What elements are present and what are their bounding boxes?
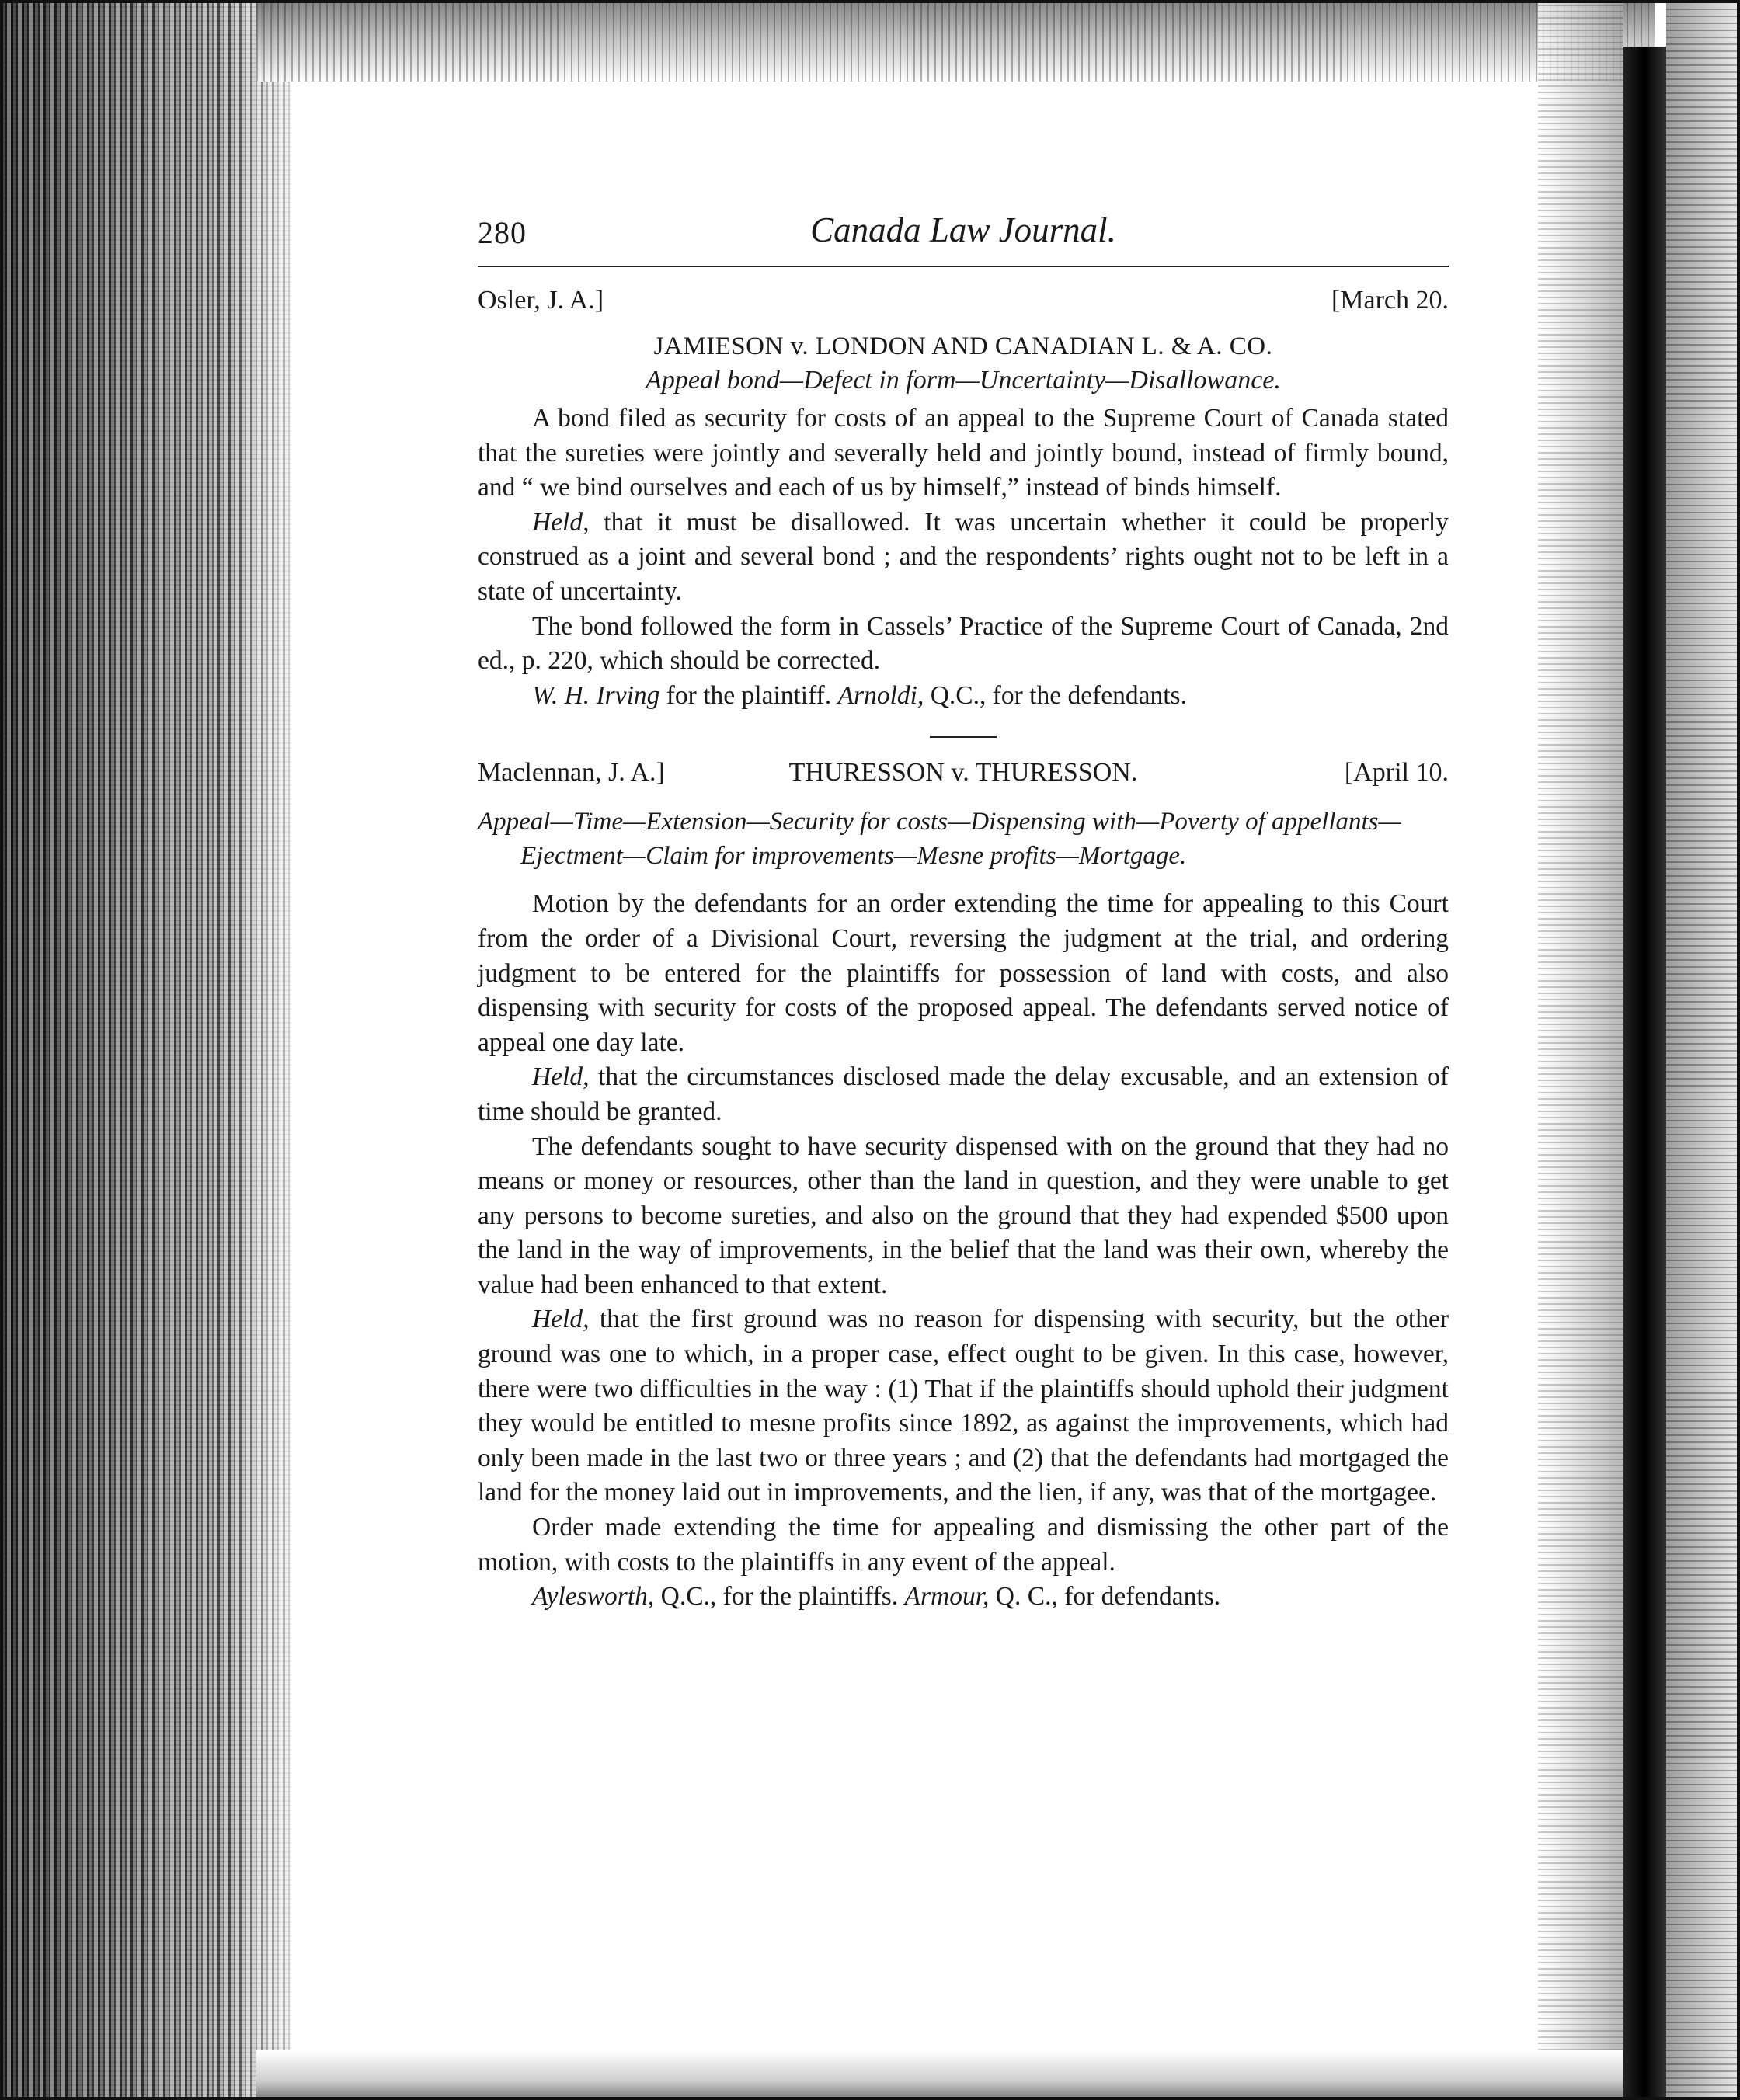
- counsel-role: for the plaintiff.: [659, 680, 838, 710]
- holding-text: that the first ground was no reason for dispensing with security, but the other ground was one to which, in a proper case, effect ought to be given. In this case, however, there were two difficulties in the way : (1) That if the plaintiffs should uphold their judgment they would be entitled to mesne profits since 1892, as against the improvements, which had only been made in the last two or three years ; and (2) that the defendants had mortgaged the land for the money laid out in improvements, and the lien, if any, was that of the mortgagee.: [478, 1305, 1449, 1507]
- page-number: 280: [478, 215, 527, 250]
- counsel-role: Q.C., for the defendants.: [924, 680, 1187, 710]
- scan-far-right-edge: [1666, 0, 1740, 2100]
- scan-left-edge-fade: [233, 0, 318, 2100]
- case-paragraph: The bond followed the form in Cassels’ Practice of the Supreme Court of Canada, 2nd ed., p. 220, which should be corrected.: [478, 611, 1449, 676]
- holding-text: that the circumstances disclosed made the delay excusable, and an extension of time should be granted.: [478, 1062, 1449, 1126]
- scan-bottom-edge: [256, 2050, 1623, 2100]
- scan-top-edge: [256, 0, 1655, 82]
- case-heading-row: [478, 286, 1449, 329]
- judge-name: Osler, J. A.]: [478, 286, 604, 315]
- case-title: JAMIESON v. LONDON AND CANADIAN L. & A. CO.: [653, 332, 1273, 360]
- case-counsel: [478, 1580, 1449, 1615]
- running-header: [478, 203, 1449, 264]
- journal-page: [478, 203, 1449, 1615]
- case-headnote: Appeal bond—Defect in form—Uncertainty—Disallowance.: [646, 366, 1281, 395]
- scan-right-edge: [1538, 0, 1623, 2100]
- judge-name: Maclennan, J. A.]: [478, 758, 665, 788]
- case-paragraph: Order made extending the time for appealing and dismissing the other part of the motion, with costs to the plaintiffs in any event of the appeal.: [478, 1513, 1449, 1577]
- counsel-name: W. H. Irving: [532, 680, 660, 710]
- held-label: Held,: [532, 507, 590, 537]
- holding-text: that it must be disallowed. It was uncertain whether it could be properly construed as a joint and several bond ; and the respondents’ rights ought not to be left in a state of uncertainty.: [478, 507, 1449, 606]
- case-headnote: Appeal—Time—Extension—Security for costs—Dispensing with—Poverty of appellants—Ejectment—Claim for improvements—Mesne profits—Mortgage.: [478, 808, 1401, 871]
- journal-title: Canada Law Journal.: [810, 210, 1116, 249]
- counsel-role: Q.C., for the plaintiffs.: [654, 1582, 905, 1612]
- case-counsel: [478, 679, 1449, 714]
- counsel-name: Aylesworth,: [532, 1582, 655, 1612]
- case-date: [March 20.: [1331, 286, 1449, 315]
- header-rule: [478, 266, 1449, 267]
- section-divider: [930, 736, 997, 738]
- held-label: Held,: [532, 1305, 590, 1334]
- case-paragraph: Motion by the defendants for an order extending the time for appealing to this Court from the order of a Divisional Court, reversing the judgment at the trial, and ordering judgment to be entered for the plaintiffs for possession of land with costs, and also dispensing with security for costs of the proposed appeal. The defendants served notice of appeal one day late.: [478, 889, 1449, 1057]
- case-jamieson: [478, 286, 1449, 713]
- case-holding: [478, 1302, 1449, 1511]
- book-spine: [1623, 47, 1666, 2100]
- case-title: THURESSON v. THURESSON.: [788, 758, 1138, 788]
- case-holding: [478, 506, 1449, 610]
- counsel-role: Q. C., for defendants.: [989, 1582, 1221, 1612]
- counsel-name: Arnoldi,: [837, 680, 924, 710]
- case-paragraph: A bond filed as security for costs of an appeal to the Supreme Court of Canada stated that the sureties were jointly and severally held and jointly bound, instead of firmly bound, and “ we bind ourselves and each of us by himself,” instead of binds himself.: [478, 404, 1449, 502]
- case-heading-row: [478, 758, 1449, 801]
- case-date: [April 10.: [1344, 758, 1449, 788]
- case-thuresson: [478, 758, 1449, 1614]
- held-label: Held,: [532, 1062, 590, 1092]
- case-holding: [478, 1060, 1449, 1129]
- counsel-name: Armour,: [904, 1582, 990, 1612]
- case-paragraph: The defendants sought to have security dispensed with on the ground that they had no means or money or resources, other than the land in question, and they were unable to get any persons to become sureties, and also on the ground that they had expended $500 upon the land in the way of improvements, in the belief that the land was their own, whereby the value had been enhanced to that extent.: [478, 1132, 1449, 1299]
